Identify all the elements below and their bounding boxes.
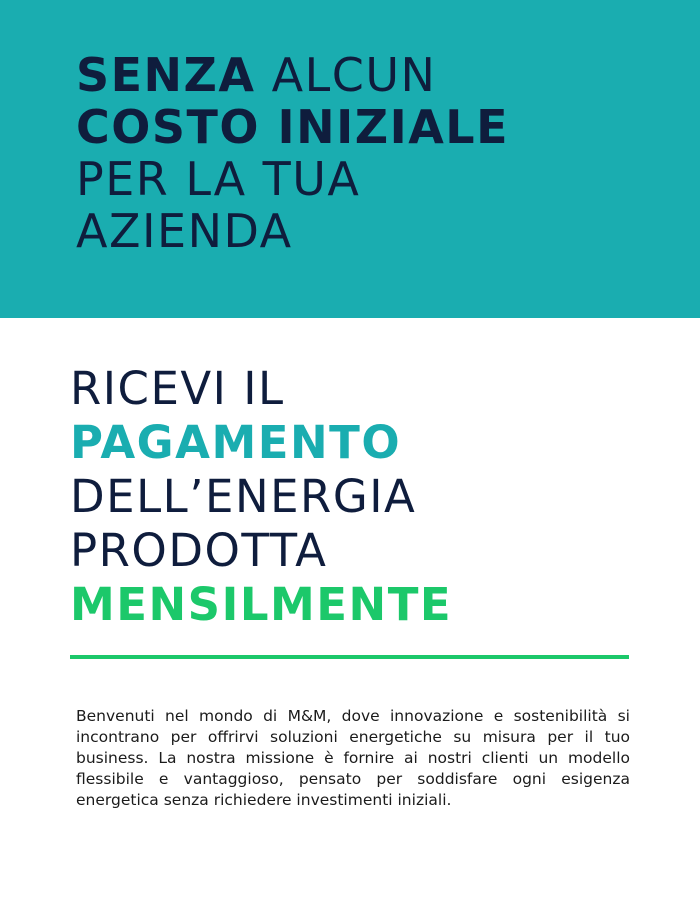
banner-line-1 xyxy=(76,48,436,102)
payment-line-5: MENSILMENTE xyxy=(70,578,453,631)
intro-paragraph: Benvenuti nel mondo di M&M, dove innovazione e sostenibilità si incontrano per offrirvi soluzioni energetiche su misura per il tuo business. La nostra missione è fornire ai nostri clienti un modello flessibile e vantaggioso, pensato per soddisfare ogni esigenza energetica senza richiedere investimenti iniziali. xyxy=(76,707,630,809)
banner-line-1-rest: ALCUN xyxy=(255,48,437,102)
payment-line-2: PAGAMENTO xyxy=(70,416,402,469)
banner-headline xyxy=(76,49,509,257)
payment-headline xyxy=(70,362,452,632)
banner-line-3: PER LA TUA xyxy=(76,152,361,206)
banner-line-1-bold: SENZA xyxy=(76,48,256,102)
payment-line-1: RICEVI IL xyxy=(70,362,285,415)
green-divider xyxy=(70,655,629,659)
payment-line-3: DELL’ENERGIA xyxy=(70,470,417,523)
payment-line-4: PRODOTTA xyxy=(70,524,328,577)
banner-line-4: AZIENDA xyxy=(76,204,293,258)
banner-line-2: COSTO INIZIALE xyxy=(76,100,510,154)
top-banner xyxy=(0,0,700,318)
